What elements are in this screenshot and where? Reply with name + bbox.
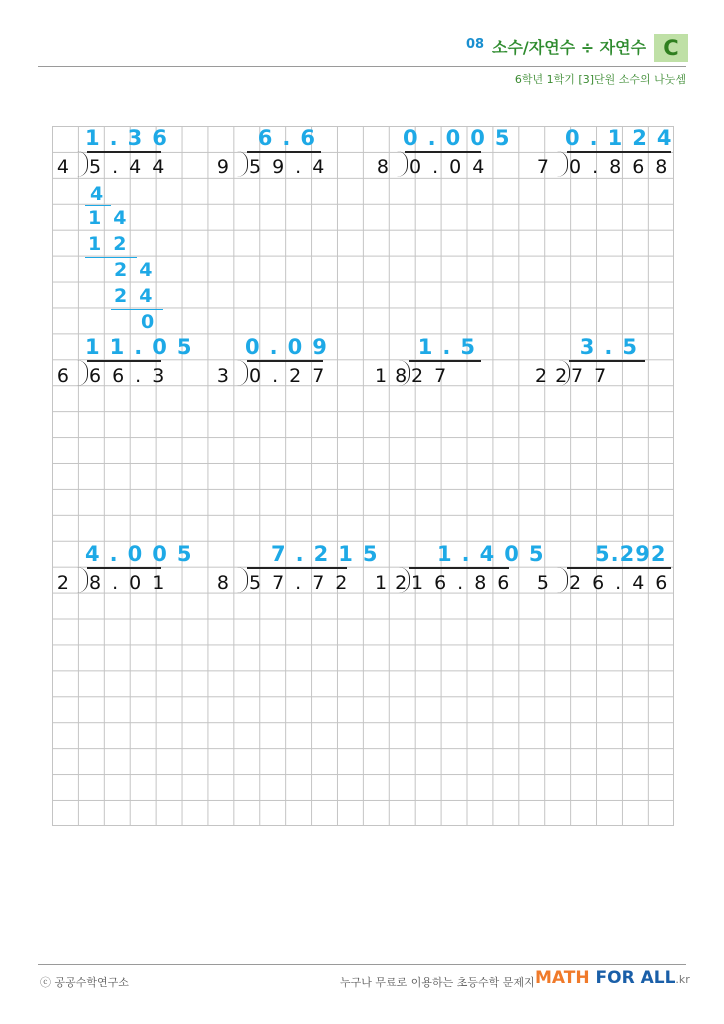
problem-2 — [215, 126, 355, 186]
worked-step: 24 — [114, 259, 165, 281]
brand-part-1: MATH — [535, 968, 596, 988]
brand-logo[interactable] — [535, 968, 690, 988]
division-bar — [405, 151, 481, 153]
worked-step: 14 — [88, 207, 139, 229]
divisor: 5 — [536, 572, 557, 594]
header-number: 08 — [466, 37, 485, 52]
division-bracket — [237, 567, 248, 593]
dividend: 59.4 — [249, 156, 336, 178]
level-badge: C — [654, 34, 688, 62]
divisor: 9 — [216, 156, 237, 178]
division-bar — [87, 151, 161, 153]
divisor: 22 — [535, 365, 576, 387]
brand-part-2: FOR ALL — [595, 968, 676, 988]
divisor: 6 — [56, 365, 77, 387]
divisor: 7 — [536, 156, 557, 178]
grid-paper — [52, 126, 682, 826]
division-bar — [409, 567, 509, 569]
quotient: 5.292 — [595, 542, 667, 566]
division-bar — [87, 567, 161, 569]
dividend: 16.86 — [411, 572, 521, 594]
problem-4 — [535, 126, 682, 186]
division-bracket — [237, 151, 248, 177]
division-bar — [569, 360, 645, 362]
worked-step: 12 — [88, 233, 139, 255]
quotient: 11.05 — [85, 335, 202, 359]
worked-step: 4 — [90, 183, 116, 205]
quotient: 1.36 — [85, 126, 177, 150]
division-bracket — [77, 360, 88, 386]
quotient: 4.005 — [85, 542, 202, 566]
quotient: 1.5 — [417, 335, 485, 359]
division-bracket — [557, 151, 568, 177]
worked-step: 0 — [141, 311, 167, 333]
divisor: 2 — [56, 572, 77, 594]
quotient: 0.09 — [245, 335, 337, 359]
dividend: 5.44 — [89, 156, 176, 178]
division-bar — [87, 360, 161, 362]
copyright-text: ⓒ 공공수학연구소 — [40, 976, 129, 989]
division-bracket — [77, 567, 88, 593]
top-divider — [38, 66, 686, 67]
problem-11 — [375, 542, 554, 602]
divisor: 8 — [216, 572, 237, 594]
brand-part-3: .kr — [675, 973, 690, 986]
problem-5 — [55, 335, 202, 395]
dividend: 0.868 — [569, 156, 679, 178]
problem-6 — [215, 335, 355, 395]
header-subtitle: 6학년 1학기 [3]단원 소수의 나눗셈 — [514, 73, 686, 86]
problem-8 — [535, 335, 675, 395]
quotient: 0.124 — [565, 126, 682, 150]
dividend: 27 — [411, 365, 458, 387]
problem-7 — [375, 335, 515, 395]
dividend: 77 — [571, 365, 618, 387]
quotient: 3.5 — [579, 335, 647, 359]
quotient: 6.6 — [257, 126, 325, 150]
divisor: 4 — [56, 156, 77, 178]
dividend: 26.46 — [569, 572, 679, 594]
dividend: 66.3 — [89, 365, 176, 387]
problem-10 — [215, 542, 388, 602]
bottom-divider — [38, 964, 686, 965]
quotient: 1.405 — [437, 542, 554, 566]
problem-12 — [535, 542, 679, 602]
division-bar — [567, 151, 671, 153]
quotient: 7.215 — [271, 542, 388, 566]
problem-9 — [55, 542, 202, 602]
division-bar — [409, 360, 481, 362]
header-title: 소수/자연수 ÷ 자연수 — [492, 38, 647, 57]
division-bracket — [397, 151, 408, 177]
dividend: 8.01 — [89, 572, 176, 594]
worked-step: 24 — [114, 285, 165, 307]
division-bar — [247, 567, 347, 569]
division-bar — [247, 151, 321, 153]
division-bracket — [77, 151, 88, 177]
divisor: 8 — [376, 156, 397, 178]
dividend: 0.27 — [249, 365, 336, 387]
divisor: 3 — [216, 365, 237, 387]
tagline: 누구나 무료로 이용하는 초등수학 문제지 — [340, 976, 535, 989]
dividend: 57.72 — [249, 572, 359, 594]
division-bracket — [557, 567, 568, 593]
problem-1 — [55, 126, 195, 186]
problem-3 — [375, 126, 520, 186]
division-bar — [247, 360, 323, 362]
dividend: 0.04 — [409, 156, 496, 178]
divisor: 12 — [375, 572, 416, 594]
division-bar — [567, 567, 671, 569]
divisor: 18 — [375, 365, 416, 387]
quotient: 0.005 — [403, 126, 520, 150]
division-bracket — [237, 360, 248, 386]
